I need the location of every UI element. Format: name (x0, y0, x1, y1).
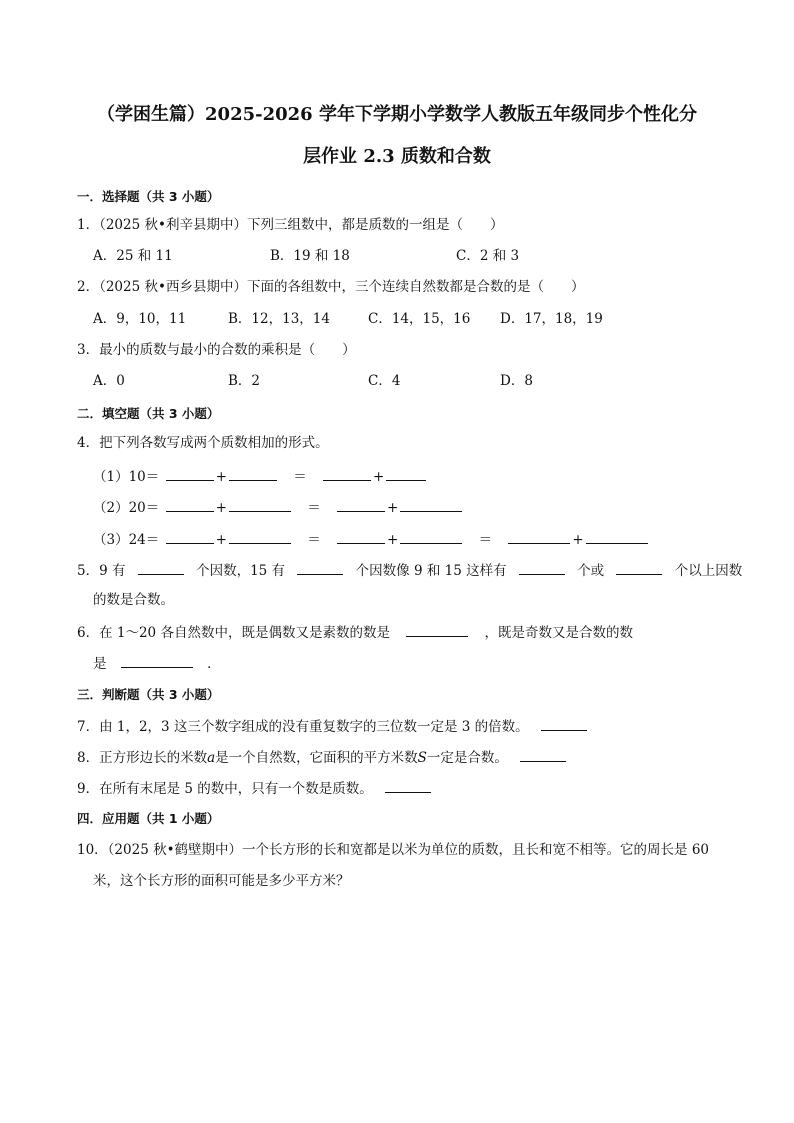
question-3-option-d: D．8 (500, 373, 533, 389)
question-4-part-1 (93, 466, 428, 486)
question-7 (77, 716, 589, 736)
question-7-text: 7．由 1，2，3 这三个数字组成的没有重复数字的三位数一定是 3 的倍数。 (77, 719, 529, 735)
answer-blank[interactable] (138, 560, 184, 575)
question-1-option-c: C．2 和 3 (456, 248, 520, 264)
answer-blank[interactable] (166, 466, 214, 481)
question-4-part-3 (93, 529, 650, 549)
answer-blank[interactable] (406, 622, 468, 637)
part-3-label: （3）24＝ (93, 532, 160, 548)
answer-blank[interactable] (121, 653, 193, 668)
question-9 (77, 778, 433, 798)
question-8-text: 一定是合数。 (426, 750, 508, 766)
plus-sign: + (386, 500, 399, 516)
question-2-option-b: B．12，13，14 (228, 311, 330, 327)
variable-a: a (207, 750, 216, 766)
question-6-line-1 (77, 622, 633, 642)
answer-blank[interactable] (385, 778, 431, 793)
question-8 (77, 747, 568, 767)
plus-sign: + (572, 532, 584, 548)
question-2-text: 2．（2025 秋•西乡县期中）下面的各组数中，三个连续自然数都是合数的是（ ） (77, 279, 585, 295)
question-6-line-2 (93, 653, 221, 673)
question-1-text: 1．（2025 秋•利辛县期中）下列三组数中，都是质数的一组是（ ） (77, 217, 504, 233)
question-10-line-1: 10．（2025 秋•鹤壁期中）一个长方形的长和宽都是以米为单位的质数，且长和宽不相等。它的周长是 60 (77, 842, 710, 858)
equals-sign: ＝ (307, 500, 321, 516)
question-5-text: 个以上因数 (674, 563, 743, 579)
question-2-option-d: D．17，18，19 (500, 311, 603, 327)
part-2-label: （2）20＝ (93, 500, 160, 516)
answer-blank[interactable] (541, 716, 587, 731)
question-10-line-2: 米，这个长方形的面积可能是多少平方米？ (93, 873, 350, 889)
answer-blank[interactable] (386, 466, 426, 481)
page-title-line-1: （学困生篇）2025-2026 学年下学期小学数学人教版五年级同步个性化分 (97, 104, 697, 125)
question-6-text: ，既是奇数又是合数的数 (484, 625, 634, 641)
section-heading-choice: 一．选择题（共 3 小题） (77, 189, 220, 204)
question-3-option-a: A．0 (93, 373, 125, 389)
answer-blank[interactable] (323, 466, 371, 481)
answer-blank[interactable] (586, 529, 648, 544)
question-5-text: 个因数，15 有 (196, 563, 286, 579)
question-3-option-c: C．4 (368, 373, 401, 389)
answer-blank[interactable] (616, 560, 662, 575)
question-3-text: 3．最小的质数与最小的合数的乘积是（ ） (77, 342, 356, 358)
question-5-text: 个或 (577, 563, 605, 579)
plus-sign: + (215, 532, 227, 548)
answer-blank[interactable] (508, 529, 570, 544)
variable-s: S (417, 750, 427, 766)
answer-blank[interactable] (520, 747, 566, 762)
question-4-part-2 (93, 497, 464, 517)
question-1-option-b: B．19 和 18 (270, 248, 350, 264)
answer-blank[interactable] (400, 497, 462, 512)
question-6-text: 6．在 1～20 各自然数中，既是偶数又是素数的数是 (77, 625, 390, 641)
question-1-option-a: A．25 和 11 (93, 248, 173, 264)
answer-blank[interactable] (337, 497, 385, 512)
equals-sign: ＝ (478, 532, 493, 548)
plus-sign: + (215, 500, 227, 516)
answer-blank[interactable] (166, 497, 214, 512)
question-5-text: 5．9 有 (77, 563, 126, 579)
section-heading-application: 四．应用题（共 1 小题） (77, 811, 220, 826)
part-1-label: （1）10＝ (93, 469, 160, 485)
question-5-line-1 (77, 560, 742, 580)
section-heading-fill: 二．填空题（共 3 小题） (77, 406, 220, 421)
plus-sign: + (386, 532, 399, 548)
question-6-text: 是 (93, 656, 107, 672)
question-3-option-b: B．2 (228, 373, 261, 389)
answer-blank[interactable] (229, 529, 291, 544)
question-2-option-c: C．14，15，16 (368, 311, 471, 327)
section-heading-judge: 三．判断题（共 3 小题） (77, 687, 220, 702)
answer-blank[interactable] (229, 466, 277, 481)
answer-blank[interactable] (229, 497, 291, 512)
plus-sign: + (372, 469, 385, 485)
question-6-text: ． (207, 656, 221, 672)
plus-sign: + (215, 469, 227, 485)
question-5-line-2: 的数是合数。 (93, 592, 174, 608)
answer-blank[interactable] (400, 529, 462, 544)
question-2-option-a: A．9，10，11 (93, 311, 187, 327)
answer-blank[interactable] (337, 529, 385, 544)
question-8-text: 是一个自然数，它面积的平方米数 (215, 750, 418, 766)
question-9-text: 9．在所有末尾是 5 的数中，只有一个数是质数。 (77, 781, 373, 797)
answer-blank[interactable] (297, 560, 343, 575)
question-4-text: 4．把下列各数写成两个质数相加的形式。 (77, 435, 329, 451)
answer-blank[interactable] (519, 560, 565, 575)
equals-sign: ＝ (307, 532, 321, 548)
question-8-text: 8．正方形边长的米数 (77, 750, 208, 766)
equals-sign: ＝ (293, 469, 307, 485)
question-5-text: 个因数像 9 和 15 这样有 (355, 563, 507, 579)
answer-blank[interactable] (166, 529, 214, 544)
page-title-line-2: 层作业 2.3 质数和合数 (303, 146, 491, 167)
